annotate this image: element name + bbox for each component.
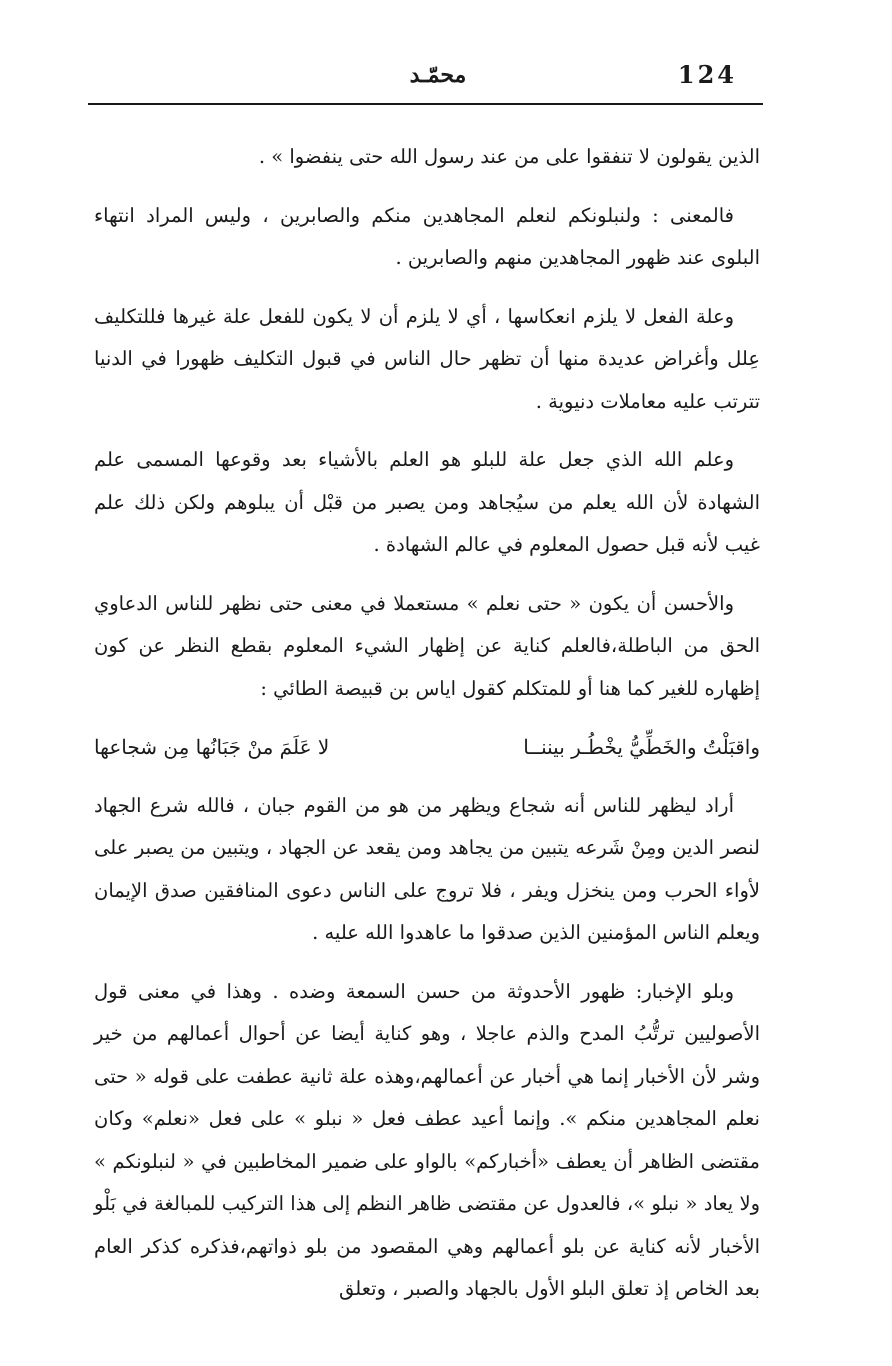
paragraph-7: وبلو الإخبار: ظهور الأحدوثة من حسن السمعة وضده . وهذا في معنى قول الأصوليين ترتُّبُ المدح والذم عاجلا ، وهو كناية أيضا عن أحوال أعمالهم من خير وشر لأن الأخبار إنما هي أخبار عن أعمالهم،وهذه علة ثانية عطفت على قوله « حتى نعلم المجاهدين منكم ». وإنما أعيد عطف فعل « نبلو » على فعل «نعلم» وكان مقتضى الظاهر أن يعطف «أخباركم» بالواو على ضمير المخاطبين في « لنبلونكم » ولا يعاد « نبلو »، فالعدول عن مقتضى ظاهر النظم إلى هذا التركيب للمبالغة في بَلْو الأخبار لأنه كناية عن بلو أعمالهم وهي المقصود من بلو ذواتهم،فذكره كذكر العام بعد الخاص إذ تعلق البلو الأول بالجهاد والصبر ، وتعلق bbox=[94, 979, 760, 1300]
paragraph-6: أراد ليظهر للناس أنه شجاع ويظهر من هو من القوم جبان ، فالله شرع الجهاد لنصر الدين ومِنْ شَرعه يتبين من يجاهد ومن يقعد عن الجهاد ، ويتبين من يصبر على لأواء الحرب ومن ينخزل ويفر ، فلا تروج على الناس دعوى المنافقين صدق الإيمان ويعلم الناس المؤمنين الذين صدقوا ما عاهدوا الله عليه . bbox=[94, 793, 760, 944]
paragraph-4: وعلم الله الذي جعل علة للبلو هو العلم بالأشياء بعد وقوعها المسمى علم الشهادة لأن الله يعلم من سيُجاهد ومن يصبر من قبْل أن يبلوهم ولكن ذلك علم غيب لأنه قبل حصول المعلوم في عالم الشهادة . bbox=[94, 448, 760, 556]
header-rule bbox=[88, 103, 763, 105]
body-text bbox=[94, 136, 760, 1327]
paragraph-1: الذين يقولون لا تنفقوا على من عند رسول الله حتى ينفضوا » . bbox=[258, 145, 760, 168]
page-header bbox=[88, 52, 763, 100]
paragraph-2: فالمعنى : ولنبلونكم لنعلم المجاهدين منكم والصابرين ، وليس المراد انتهاء البلوى عند ظهور المجاهدين منهم والصابرين . bbox=[94, 203, 760, 269]
running-title: محمّـد bbox=[409, 62, 467, 88]
verse-first-hemistich: واقبَلْتُ والخَطِّيُّ يخْطُـر بيننــا bbox=[523, 735, 760, 759]
page-number: 124 bbox=[677, 60, 737, 89]
paragraph-5: والأحسن أن يكون « حتى نعلم » مستعملا في معنى حتى نظهر للناس الدعاوي الحق من الباطلة،فالعلم كناية عن إظهار الشيء المعلوم بقطع النظر عن كون إظهاره للغير كما هنا أو للمتكلم كقول اياس بن قبيصة الطائي : bbox=[94, 591, 760, 700]
paragraph-3: وعلة الفعل لا يلزم انعكاسها ، أي لا يلزم أن لا يكون للفعل علة غيرها فللتكليف عِلل وأغراض عديدة منها أن تظهر حال الناس في قبول التكليف ظهورا في الدنيا تترتب عليه معاملات دنيوية . bbox=[94, 304, 760, 413]
poetry-verse bbox=[94, 726, 760, 769]
verse-second-hemistich: لا عَلَمَ منْ جَبَانُها مِن شجاعها bbox=[94, 735, 330, 759]
